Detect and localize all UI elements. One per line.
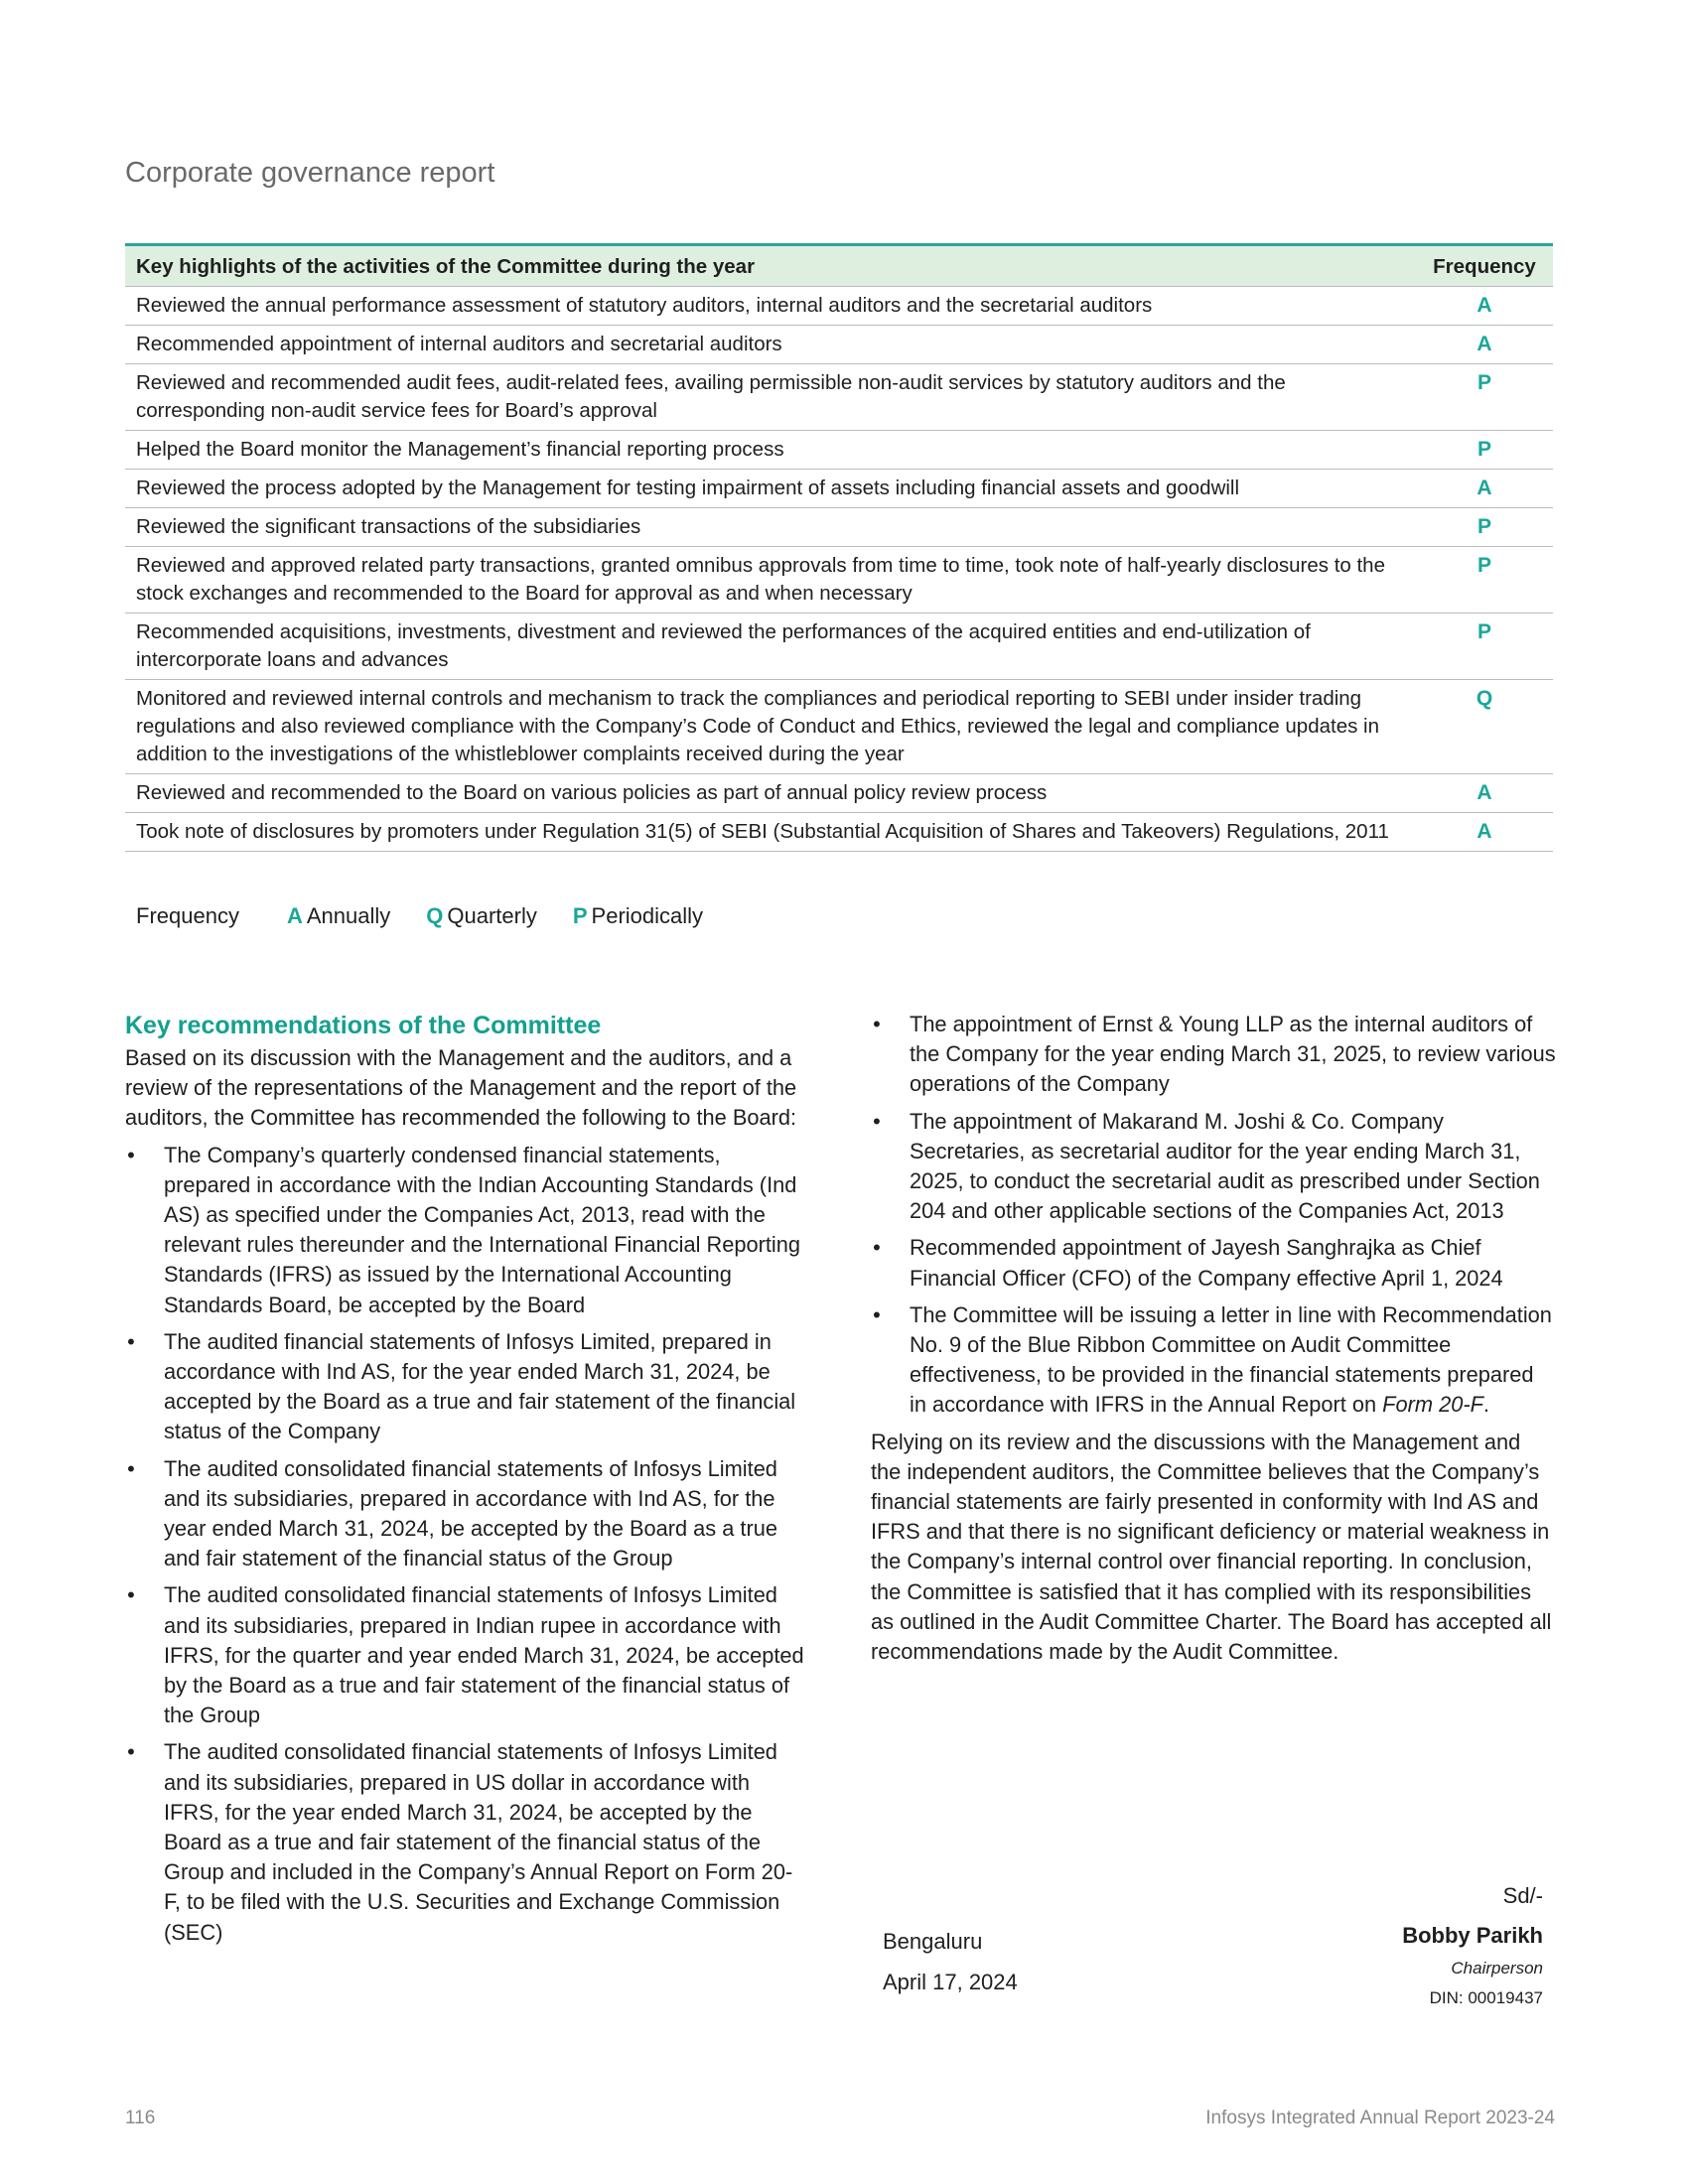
activity-cell: Reviewed the annual performance assessment of statutory auditors, internal auditors and the secretarial auditors (125, 287, 1416, 326)
table-row (125, 326, 1553, 364)
frequency-cell: Q (1416, 680, 1553, 774)
right-column (871, 1010, 1556, 1674)
list-item (125, 1327, 804, 1447)
activity-cell: Recommended appointment of internal auditors and secretarial auditors (125, 326, 1416, 364)
frequency-cell: A (1416, 774, 1553, 813)
frequency-cell: P (1416, 431, 1553, 470)
list-item (871, 1107, 1556, 1227)
frequency-legend (136, 903, 739, 929)
legend-code: P (572, 903, 588, 928)
legend-code: Q (426, 903, 444, 928)
frequency-cell: P (1416, 508, 1553, 547)
list-item-text: The appointment of Makarand M. Joshi & Co. Company Secretaries, as secretarial auditor for the year ending March 31, 2025, to conduct the secretarial audit as prescribed under Section 204 and other applicable sections of the Companies Act, 2013 (910, 1108, 1540, 1224)
signature-place: Bengaluru (883, 1929, 983, 1954)
list-item-text: The audited financial statements of Infosys Limited, prepared in accordance with Ind AS, for the year ended March 31, 2024, be accepted by the Board as a true and fair statement of the financial status of the Company (164, 1328, 796, 1444)
left-column (125, 1010, 804, 1955)
frequency-cell: A (1416, 813, 1553, 852)
table-row (125, 813, 1553, 852)
list-item (125, 1580, 804, 1730)
bullet-icon: • (873, 1301, 881, 1327)
list-item-text (910, 1302, 1552, 1418)
signature-block (1402, 1881, 1543, 2010)
list-item-text: The audited consolidated financial statements of Infosys Limited and its subsidiaries, prepared in Indian rupee in accordance with IFRS, for the quarter and year ended March 31, 2024, be accepted by the Board as a true and fair statement of the financial status of the Group (164, 1582, 804, 1728)
activities-column-header: Key highlights of the activities of the Committee during the year (125, 245, 1416, 287)
legend-item-quarterly (426, 903, 537, 929)
list-item-text-main: The Committee will be issuing a letter in line with Recommendation No. 9 of the Blue Ribbon Committee on Audit Committee effectiveness, to be provided in the financial statements prepared in accordance with IFRS in the Annual Report on (910, 1301, 1552, 1418)
activity-cell: Helped the Board monitor the Management’s financial reporting process (125, 431, 1416, 470)
table-row (125, 287, 1553, 326)
bullet-icon: • (873, 1012, 881, 1036)
recommendations-list-left (125, 1141, 804, 1948)
frequency-cell: P (1416, 614, 1553, 680)
frequency-cell: P (1416, 547, 1553, 614)
recommendations-list-right (871, 1010, 1556, 1421)
legend-code: A (286, 903, 303, 928)
bullet-icon: • (127, 1328, 135, 1354)
list-item (871, 1010, 1556, 1100)
activity-cell: Reviewed and recommended to the Board on various policies as part of annual policy review process (125, 774, 1416, 813)
list-item-text: The appointment of Ernst & Young LLP as the internal auditors of the Company for the year ending March 31, 2025, to review various operations of the Company (910, 1012, 1556, 1097)
list-item (871, 1300, 1556, 1421)
bullet-icon: • (873, 1108, 881, 1134)
frequency-cell: A (1416, 326, 1553, 364)
conclusion-paragraph: Relying on its review and the discussions with the Management and the independent auditors, the Committee believes that the Company’s financial statements are fairly presented in conformity with Ind AS and IFRS and that there is no significant deficiency or material weakness in the Company’s internal control over financial reporting. In conclusion, the Committee is satisfied that it has complied with its responsibilities as outlined in the Audit Committee Charter. The Board has accepted all recommendations made by the Audit Committee. (871, 1429, 1552, 1665)
list-item-text-end: . (1482, 1392, 1489, 1418)
table-row (125, 774, 1553, 813)
list-item (125, 1454, 804, 1574)
recommendations-heading: Key recommendations of the Committee (125, 1012, 602, 1039)
activity-cell: Reviewed the process adopted by the Management for testing impairment of assets including financial assets and goodwill (125, 470, 1416, 508)
activity-cell: Reviewed and recommended audit fees, audit-related fees, availing permissible non-audit services by statutory auditors and the corresponding non-audit service fees for Board’s approval (125, 364, 1416, 431)
table-row (125, 508, 1553, 547)
activity-cell: Took note of disclosures by promoters under Regulation 31(5) of SEBI (Substantial Acquisition of Shares and Takeovers) Regulations, 2011 (125, 813, 1416, 852)
activity-cell: Reviewed and approved related party transactions, granted omnibus approvals from time to time, took note of half-yearly disclosures to the stock exchanges and recommended to the Board for approval as and when necessary (125, 547, 1416, 614)
list-item-text: The audited consolidated financial statements of Infosys Limited and its subsidiaries, prepared in accordance with Ind AS, for the year ended March 31, 2024, be accepted by the Board as a true and fair statement of the financial status of the Group (164, 1455, 777, 1571)
bullet-icon: • (127, 1455, 135, 1481)
signature-sd: Sd/- (1502, 1883, 1543, 1908)
bullet-icon: • (127, 1739, 135, 1765)
legend-item-periodically (573, 903, 703, 929)
form-20f-italic: Form 20-F (1382, 1392, 1483, 1418)
legend-label: Frequency (136, 903, 239, 928)
table-header-row (125, 245, 1553, 287)
table-row (125, 614, 1553, 680)
publication-title: Infosys Integrated Annual Report 2023-24 (1205, 2108, 1555, 2128)
list-item-text: The audited consolidated financial statements of Infosys Limited and its subsidiaries, prepared in US dollar in accordance with IFRS, for the year ended March 31, 2024, be accepted by the Board as a true and fair statement of the financial status of the Group and included in the Company’s Annual Report on Form 20-F, to be filed with the U.S. Securities and Exchange Commission (SEC) (164, 1739, 793, 1945)
signature-place-date (883, 1921, 1018, 2002)
table-row (125, 431, 1553, 470)
signature-date: April 17, 2024 (883, 1970, 1018, 1994)
section-title: Corporate governance report (125, 157, 495, 189)
legend-text: Periodically (591, 903, 704, 928)
bullet-icon: • (127, 1582, 135, 1608)
recommendations-intro: Based on its discussion with the Management and the auditors, and a review of the representations of the Management and the report of the auditors, the Committee has recommended the following to the Board: (125, 1045, 797, 1131)
signatory-role: Chairperson (1451, 1959, 1543, 1978)
legend-text: Quarterly (447, 903, 537, 928)
frequency-cell: A (1416, 470, 1553, 508)
page-number: 116 (125, 2108, 156, 2128)
bullet-icon: • (127, 1142, 135, 1167)
frequency-cell: P (1416, 364, 1553, 431)
frequency-column-header: Frequency (1416, 245, 1553, 287)
table-row (125, 364, 1553, 431)
committee-activities-table (125, 243, 1553, 852)
table-row (125, 470, 1553, 508)
table-row (125, 547, 1553, 614)
signatory-name: Bobby Parikh (1402, 1923, 1543, 1948)
activity-cell: Reviewed the significant transactions of the subsidiaries (125, 508, 1416, 547)
activity-cell: Monitored and reviewed internal controls and mechanism to track the compliances and periodical reporting to SEBI under insider trading regulations and also reviewed compliance with the Company’s Code of Conduct and Ethics, reviewed the legal and compliance updates in addition to the investigations of the whistleblower complaints received during the year (125, 680, 1416, 774)
table-row (125, 680, 1553, 774)
legend-text: Annually (306, 903, 391, 928)
activity-cell: Recommended acquisitions, investments, divestment and reviewed the performances of the acquired entities and end-utilization of intercorporate loans and advances (125, 614, 1416, 680)
list-item (125, 1141, 804, 1320)
bullet-icon: • (873, 1235, 881, 1261)
list-item-text: The Company’s quarterly condensed financial statements, prepared in accordance with the Indian Accounting Standards (Ind AS) as specified under the Companies Act, 2013, read with the relevant rules thereunder and the International Financial Reporting Standards (IFRS) as issued by the International Accounting Standards Board, be accepted by the Board (164, 1142, 800, 1317)
legend-item-annually (287, 903, 390, 929)
signatory-din: DIN: 00019437 (1429, 1988, 1543, 2007)
frequency-cell: A (1416, 287, 1553, 326)
list-item (871, 1233, 1556, 1293)
list-item-text: Recommended appointment of Jayesh Sanghrajka as Chief Financial Officer (CFO) of the Company effective April 1, 2024 (910, 1235, 1503, 1291)
list-item (125, 1737, 804, 1947)
